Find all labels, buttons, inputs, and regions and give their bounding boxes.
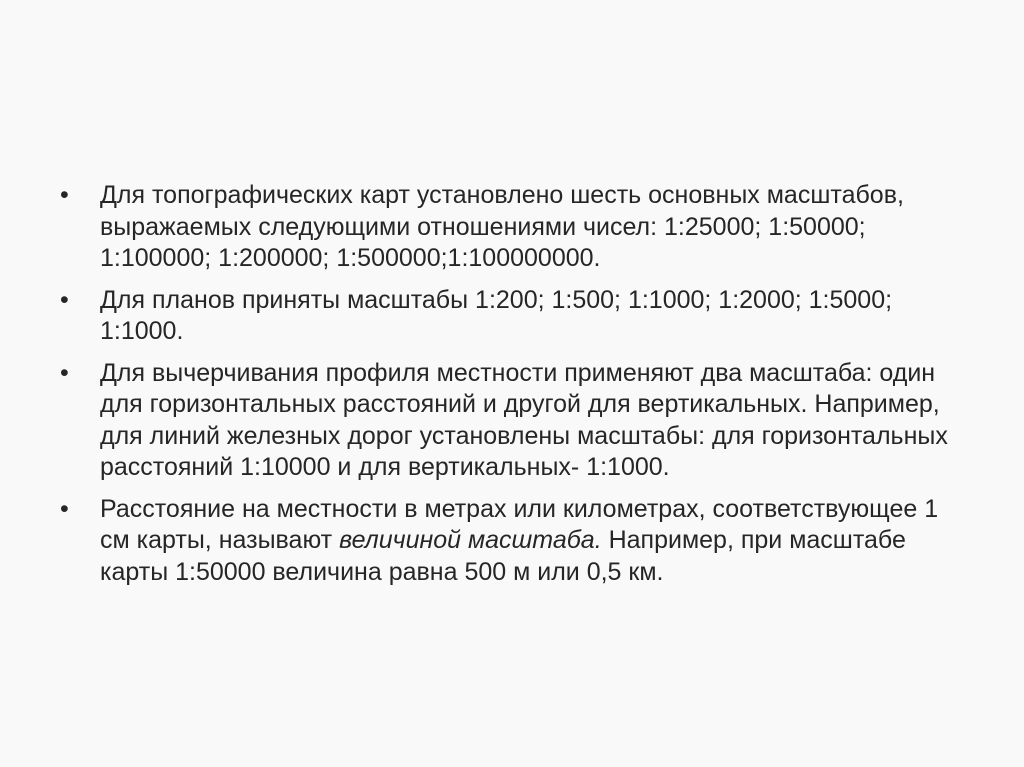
bullet-text-after: Например, при масштабе карты 1:50000 величина равна 500 м или 0,5 км.	[100, 526, 906, 586]
bullet-item-profile-scales	[60, 358, 960, 484]
bullet-dot-icon: •	[60, 494, 69, 523]
bullet-item-scale-value	[60, 494, 960, 589]
bullet-dot-icon: •	[60, 181, 69, 209]
bullet-text: Для топографических карт установлено шесть основных масштабов, выражаемых следующими отношениями чисел: 1:25000; 1:50000; 1:100000; 1:200000; 1:500000;1:100000000.	[100, 181, 904, 272]
bullet-text: Для вычерчивания профиля местности применяют два масштаба: один для горизонтальных расстояний и другой для вертикальных. Например, для линий железных дорог установлены масштабы: для горизонтальных расстояний 1:10000 и для вертикальных- 1:1000.	[100, 358, 948, 481]
bullet-item-topographic-scales	[60, 180, 960, 275]
bullet-text	[100, 494, 960, 589]
bullet-dot-icon: •	[60, 358, 69, 387]
bullet-text-before: Расстояние на местности в метрах или километрах, соответствующее 1 см карты, называют	[100, 494, 939, 554]
bullet-item-plan-scales	[60, 285, 960, 348]
bullet-text: Для планов приняты масштабы 1:200; 1:500; 1:1000; 1:2000; 1:5000; 1:1000.	[100, 285, 893, 345]
bullet-dot-icon: •	[60, 285, 69, 314]
bullet-list	[60, 180, 960, 598]
scale-value-term: величиной масштаба.	[339, 526, 602, 554]
